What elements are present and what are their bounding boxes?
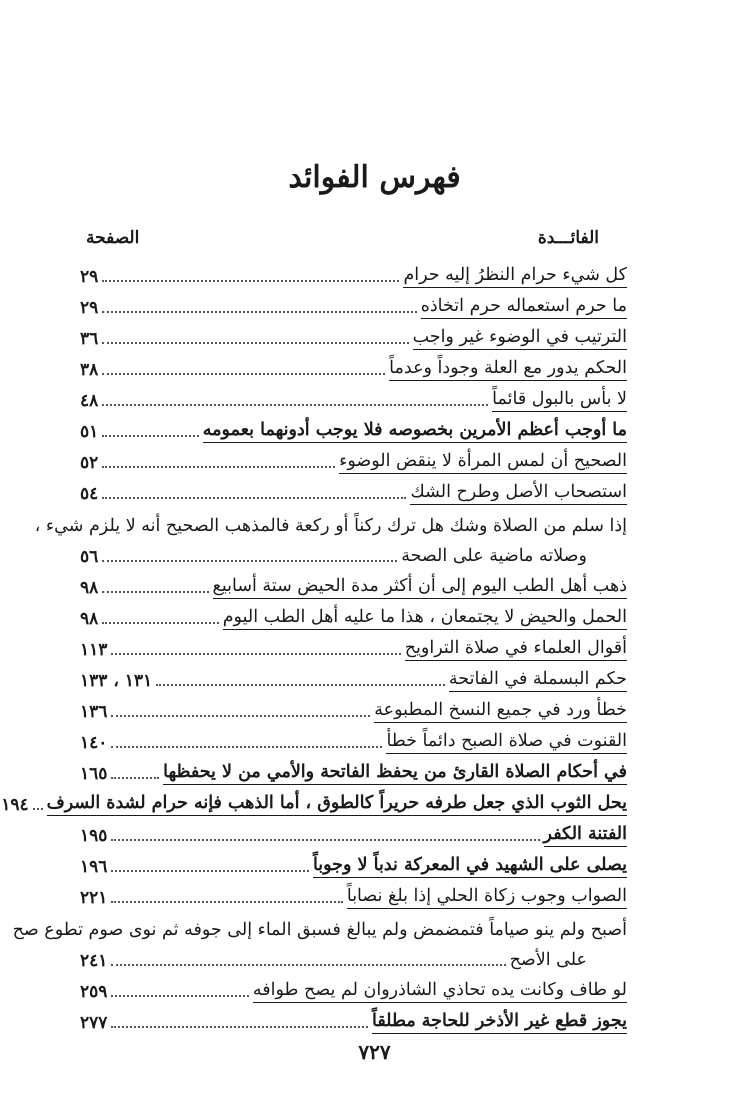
entry-text: في أحكام الصلاة القارئ من يحفظ الفاتحة والأمي من لا يحفظها	[163, 761, 627, 785]
entry-text: ما أوجب أعظم الأمرين بخصوصه فلا يوجب أدونهما بعمومه	[203, 419, 627, 443]
index-entry	[80, 412, 627, 443]
entry-text: لا بأس بالبول قائماً	[492, 388, 627, 412]
leader-dots	[111, 964, 505, 966]
index-entry	[1, 785, 627, 816]
index-entry	[80, 599, 627, 630]
leader-dots	[111, 777, 159, 779]
entry-text: الترتيب في الوضوء غير واجب	[413, 326, 627, 350]
leader-dots	[102, 560, 397, 562]
leader-dots	[102, 342, 408, 344]
entry-text: الحكم يدور مع العلة وجوداً وعدماً	[389, 357, 627, 381]
entry-page-number: ١٩٥	[80, 826, 108, 846]
leader-dots	[111, 995, 248, 997]
entry-text: أصبح ولم ينو صياماً فتمضمض ولم يبالغ فسبق الماء إلى جوفه ثم نوى صوم تطوع صح	[12, 920, 627, 940]
entry-text: الصواب وجوب زكاة الحلي إذا بلغ نصاباً	[347, 885, 627, 909]
leader-dots	[156, 684, 445, 686]
index-entry	[80, 723, 627, 754]
entry-text: على الأصح	[509, 950, 587, 970]
entry-text: الفتنة الكفر	[544, 823, 627, 847]
entry-text: ما حرم استعماله حرم اتخاذه	[421, 295, 627, 319]
entry-page-number: ٢٥٩	[80, 982, 108, 1002]
leader-dots	[111, 746, 382, 748]
index-entry	[80, 816, 627, 847]
leader-dots	[33, 808, 43, 810]
leader-dots	[102, 280, 399, 282]
entry-text: أقوال العلماء في صلاة التراويح	[405, 637, 627, 661]
index-entry	[80, 1003, 627, 1034]
leader-dots	[102, 311, 416, 313]
entry-page-number: ٩٨	[80, 578, 99, 598]
entry-page-number: ٢٤١	[80, 951, 108, 971]
entry-page-number: ١١٣	[80, 640, 108, 660]
leader-dots	[111, 870, 309, 872]
entry-page-number: ١٦٥	[80, 764, 108, 784]
index-entry	[80, 257, 627, 288]
entry-text: استصحاب الأصل وطرح الشك	[410, 481, 627, 505]
index-entry	[80, 443, 627, 474]
entry-text: يحل الثوب الذي جعل طرفه حريراً كالطوق ، أما الذهب فإنه حرام لشدة السرف	[47, 792, 627, 816]
entry-page-number: ٥٢	[80, 453, 99, 473]
entry-text: الصحيح أن لمس المرأة لا ينقض الوضوء	[339, 450, 627, 474]
index-entry	[80, 878, 627, 909]
entry-page-number: ٢٩	[80, 298, 99, 318]
entry-text: لو طاف وكانت يده تحاذي الشاذروان لم يصح طوافه	[253, 979, 627, 1003]
index-entry-first-line	[34, 505, 627, 538]
index-entry	[80, 381, 627, 412]
entry-text: يصلى على الشهيد في المعركة ندباً لا وجوباً	[313, 854, 627, 878]
entry-page-number: ١٤٠	[80, 733, 108, 753]
entry-page-number: ١٩٤	[1, 795, 29, 815]
leader-dots	[102, 591, 208, 593]
entry-page-number: ٥٤	[80, 484, 99, 504]
leader-dots	[111, 653, 400, 655]
entry-page-number: ١٣١ ، ١٣٣	[80, 671, 153, 691]
index-entry	[80, 288, 627, 319]
page-title: فهرس الفوائد	[288, 160, 461, 195]
leader-dots	[111, 901, 342, 903]
leader-dots	[111, 1026, 368, 1028]
entry-page-number: ١٣٦	[80, 702, 108, 722]
leader-dots	[111, 715, 370, 717]
index-entry	[80, 661, 627, 692]
entry-page-number: ٤٨	[80, 391, 99, 411]
index-entry	[80, 319, 627, 350]
benefits-index-list	[1, 257, 627, 1034]
entry-text: ذهب أهل الطب اليوم إلى أن أكثر مدة الحيض ستة أسابيع	[213, 575, 627, 599]
entry-text: الحمل والحيض لا يجتمعان ، هذا ما عليه أهل الطب اليوم	[223, 606, 627, 630]
footer-page-number: ٧٢٧	[358, 1040, 391, 1064]
leader-dots	[102, 404, 488, 406]
leader-dots	[102, 466, 335, 468]
column-header-page: الصفحة	[86, 228, 140, 248]
entry-text: القنوت في صلاة الصبح دائماً خطأ	[386, 730, 627, 754]
index-entry	[80, 847, 627, 878]
entry-page-number: ١٩٦	[80, 857, 108, 877]
entry-text: يجوز قطع غير الأذخر للحاجة مطلقاً	[372, 1010, 627, 1034]
index-entry-continuation	[80, 942, 627, 972]
entry-page-number: ٥٦	[80, 547, 99, 567]
entry-page-number: ٢٩	[80, 267, 99, 287]
entry-page-number: ٩٨	[80, 609, 99, 629]
entry-text: إذا سلم من الصلاة وشك هل ترك ركناً أو ركعة فالمذهب الصحيح أنه لا يلزم شيء ،	[34, 516, 627, 536]
entry-page-number: ٢٢١	[80, 888, 108, 908]
entry-page-number: ٣٨	[80, 360, 99, 380]
index-entry-first-line	[12, 909, 627, 942]
index-entry	[80, 692, 627, 723]
index-entry	[80, 972, 627, 1003]
leader-dots	[102, 373, 385, 375]
leader-dots	[102, 435, 199, 437]
index-entry	[80, 350, 627, 381]
index-entry-continuation	[80, 538, 627, 568]
entry-page-number: ٣٦	[80, 329, 99, 349]
leader-dots	[102, 497, 406, 499]
index-entry	[80, 474, 627, 505]
entry-text: حكم البسملة في الفاتحة	[449, 668, 627, 692]
leader-dots	[111, 839, 539, 841]
index-entry	[80, 754, 627, 785]
entry-page-number: ٢٧٧	[80, 1013, 108, 1033]
index-entry	[80, 630, 627, 661]
leader-dots	[102, 622, 218, 624]
entry-text: خطأ ورد في جميع النسخ المطبوعة	[374, 699, 627, 723]
column-header-benefit: الفائـــدة	[537, 228, 599, 248]
index-entry	[80, 568, 627, 599]
entry-page-number: ٥١	[80, 422, 99, 442]
entry-text: كل شيء حرام النظرُ إليه حرام	[403, 264, 627, 288]
entry-text: وصلاته ماضية على الصحة	[401, 546, 587, 566]
